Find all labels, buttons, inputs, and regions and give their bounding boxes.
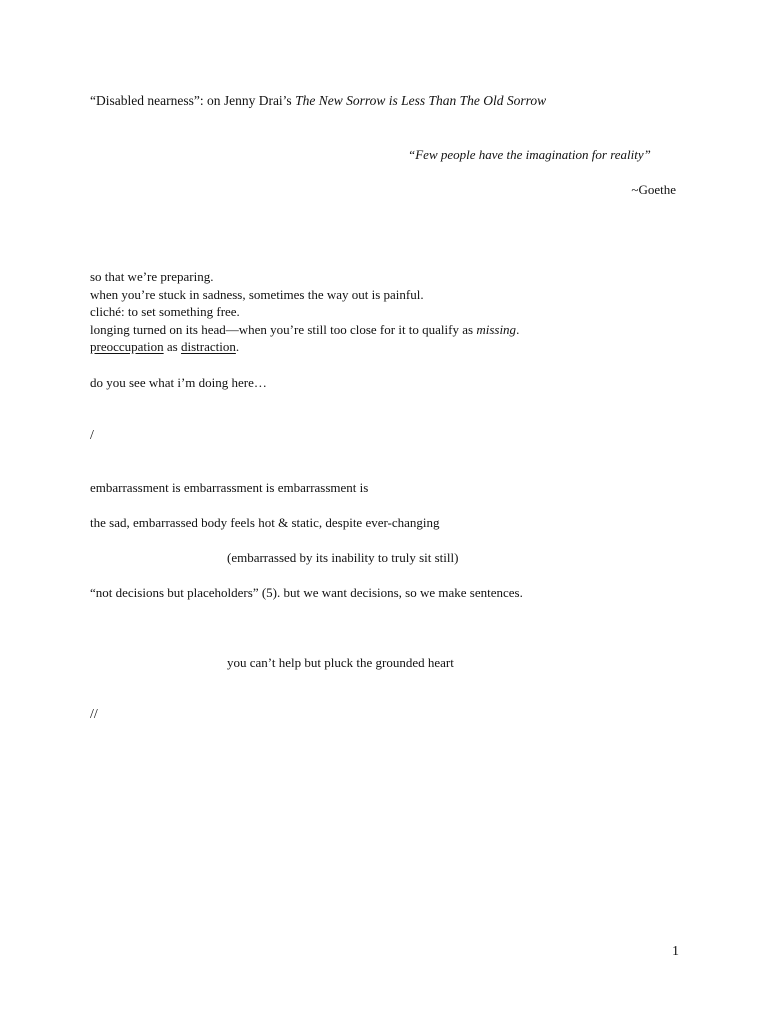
opening-stanza: [90, 268, 519, 356]
stanza-line-5: [90, 338, 519, 356]
epigraph-quote: “Few people have the imagination for reality”: [408, 147, 651, 162]
stanza-line-2: when you’re stuck in sadness, sometimes the way out is painful.: [90, 286, 424, 302]
stanza-line-3: cliché: to set something free.: [90, 304, 240, 319]
stanza-line-4: [90, 321, 519, 339]
line-4-suffix: .: [516, 321, 520, 337]
section-mark-single: /: [90, 428, 94, 443]
book-title: The New Sorrow is Less Than The Old Sorrow: [295, 93, 547, 108]
grounded-heart-line: you can’t help but pluck the grounded heart: [227, 655, 454, 670]
question-line: do you see what i’m doing here…: [90, 375, 267, 390]
embarrassment-line-3: (embarrassed by its inability to truly sit still): [227, 550, 459, 565]
underlined-preoccupation: preoccupation: [90, 339, 164, 354]
line-4-italic-word: missing: [476, 321, 517, 337]
section-mark-double: //: [90, 707, 98, 722]
embarrassment-line-1: embarrassment is embarrassment is embarrassment is: [90, 480, 369, 495]
line-4-prefix: longing turned on its head—when you’re still too close for it to qualify as: [90, 321, 477, 337]
epigraph-attribution: ~Goethe: [631, 182, 676, 197]
line-5-suffix: .: [235, 339, 240, 354]
embarrassment-line-4: “not decisions but placeholders” (5). but we want decisions, so we make sentences.: [90, 585, 523, 600]
embarrassment-line-2: the sad, embarrassed body feels hot & static, despite ever-changing: [90, 515, 440, 530]
underlined-distraction: distraction: [180, 339, 236, 354]
page-number: 1: [672, 944, 679, 959]
line-5-mid: as: [163, 339, 181, 354]
title-prefix: “Disabled nearness”: on Jenny Drai’s: [90, 93, 296, 108]
stanza-line-1: so that we’re preparing.: [90, 269, 214, 284]
essay-title: [90, 92, 546, 109]
